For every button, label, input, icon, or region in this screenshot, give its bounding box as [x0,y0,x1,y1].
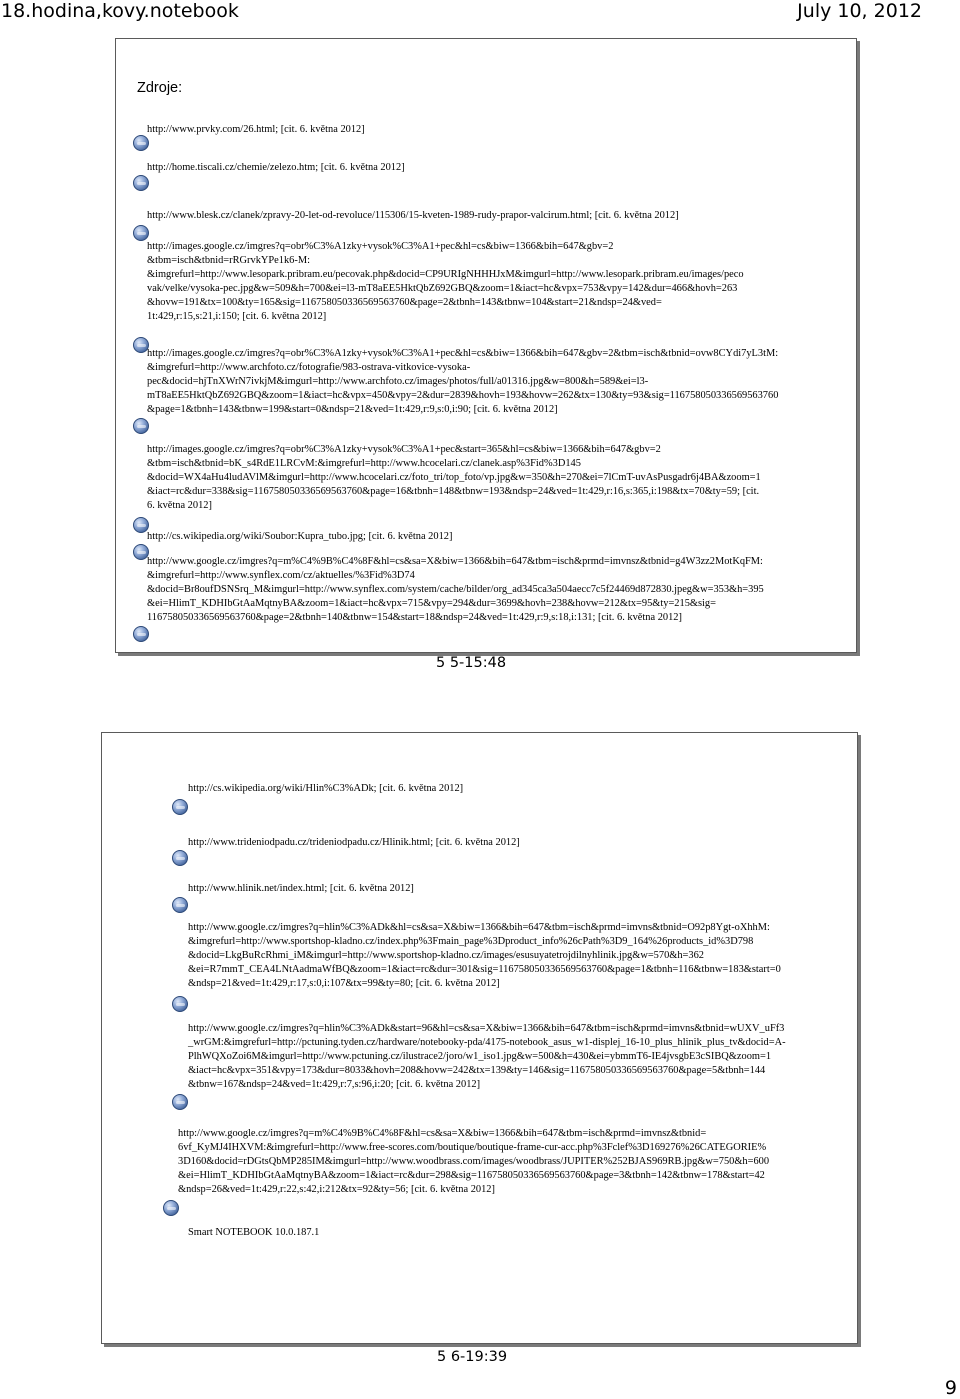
source-link[interactable]: http://www.trideniodpadu.cz/trideniodpadu.cz/Hlinik.html; [cit. 6. května 2012] [188,837,520,848]
globe-icon[interactable] [133,175,149,191]
notebook-title: 18.hodina,kovy.notebook [1,0,239,22]
globe-icon[interactable] [172,996,188,1012]
globe-icon[interactable] [133,418,149,434]
globe-icon[interactable] [133,225,149,241]
source-link[interactable]: http://images.google.cz/imgres?q=obr%C3%A1zky+vysok%C3%A1+pec&start=365&hl=cs&biw=1366&bih=647&gbv=2 &tbm=isch&tbnid=bK_s4RdE1LRCvM:&imgrefurl=http://www.hcocelari.cz/clanek.asp%3Fid%3D145 &docid=WX4aHu4ludAVlM&imgurl=http://www.hcocelari.cz/foto_tri/top_foto/vp.jpg&w=350&h=270&ei=7lCmT-uvAsPusgadr6j4BA&zoom=1 &iact=rc&dur=338&sig=116758050336569563760&page=16&tbnh=148&tbnw=193&ndsp=24&ved=1t:429,r:16,s:365,i:198&tx=70&ty=59; [cit. 6. května 2012] [147,444,761,512]
software-version: Smart NOTEBOOK 10.0.187.1 [188,1227,320,1238]
globe-icon[interactable] [163,1200,179,1216]
page-number: 9 [944,1377,957,1399]
source-link[interactable]: http://images.google.cz/imgres?q=obr%C3%A1zky+vysok%C3%A1+pec&hl=cs&biw=1366&bih=647&gbv=2 &tbm=isch&tbnid=rRGrvkYPe1k6-M: &imgrefurl=http://www.lesopark.pribram.eu/pecovak.php&docid=CP9URIgNHHHJxM&imgurl=http://www.lesopark.pribram.eu/images/peco vak/velke/vysoka-pec.jpg&w=509&h=700&ei=l3-mT8aEE5HktQbZ692GBQ&zoom=1&iact=hc&vpx=753&vpy=142&dur=466&hovh=263 &hovw=191&tx=100&ty=165&sig=116758050336569563760&page=2&tbnh=143&tbnw=104&start=21&ndsp=24&ved= 1t:429,r:15,s:21,i:150; [cit. 6. května 2012] [147,241,744,323]
globe-icon[interactable] [172,1094,188,1110]
slide-1 [115,38,857,653]
globe-icon[interactable] [172,897,188,913]
notebook-date: July 10, 2012 [797,0,922,22]
source-link[interactable]: http://www.blesk.cz/clanek/zpravy-20-let-od-revoluce/115306/15-kveten-1989-rudy-prapor-valcirum.html; [cit. 6. května 2012] [147,210,679,221]
source-link[interactable]: http://www.google.cz/imgres?q=m%C4%9B%C4%8F&hl=cs&sa=X&biw=1366&bih=647&tbm=isch&prmd=imvnsz&tbnid=g4W3zz2MotKqFM: &imgrefurl=http://www.synflex.com/cz/aktuelles/%3Fid%3D74 &docid=Br8oufDSNSrq_M&imgurl=http://www.synflex.com/system/cache/bilder/org_ad345ca3a504aecc7c5f24469d872830.jpeg&w=353&h=395 &ei=HlimT_KDHIbGtAaMqtnyBA&zoom=1&iact=hc&vpx=715&vpy=294&dur=3699&hovh=238&hovw=212&tx=95&ty=215&sig= 116758050336569563760&page=2&tbnh=140&tbnw=154&start=18&ndsp=24&ved=1t:429,r:9,s:18,i:131; [cit. 6. května 2012] [147,556,764,624]
source-link[interactable]: http://www.hlinik.net/index.html; [cit. 6. května 2012] [188,883,414,894]
source-link[interactable]: http://cs.wikipedia.org/wiki/Soubor:Kupra_tubo.jpg; [cit. 6. května 2012] [147,531,453,542]
slide-1-label: 5 5-15:48 [436,655,507,671]
source-link[interactable]: http://cs.wikipedia.org/wiki/Hlin%C3%ADk; [cit. 6. května 2012] [188,783,464,794]
source-link[interactable]: http://www.google.cz/imgres?q=m%C4%9B%C4%8F&hl=cs&sa=X&biw=1366&bih=647&tbm=isch&prmd=imvnsz&tbnid= 6vf_KyMJ4IHXVM:&imgrefurl=http://www.free-scores.com/boutique/boutique-frame-cur-acc.php%3Fclef%3D169276%26CATEGORIE% 3D160&docid=rDGtsQbMP285IM&imgurl=http://www.woodbrass.com/images/woodbrass/JUPITER%252BJAS969RB.jpg&w=750&h=600 &ei=HlimT_KDHIbGtAaMqtnyBA&zoom=1&iact=rc&dur=298&sig=116758050336569563760&page=3&tbnh=142&tbnw=178&start=42 &ndsp=26&ved=1t:429,r:22,s:42,i:212&tx=92&ty=56; [cit. 6. května 2012] [178,1128,770,1196]
source-link[interactable]: http://www.google.cz/imgres?q=hlin%C3%ADk&start=96&hl=cs&sa=X&biw=1366&bih=647&tbm=isch&prmd=imvns&tbnid=wUXV_uFf3 _wrGM:&imgrefurl=http://pctuning.tyden.cz/hardware/notebooky-pda/4175-notebook_asus_w1-displej_16-10_plus_hlinik_plus_tv&docid=A- PlhWQXoZoi6M&imgurl=http://www.pctuning.cz/ilustrace2/joro/w1_iso1.jpg&w=500&h=430&ei=ybmmT6-IE4jvsgbE3cSIBQ&zoom=1 &iact=hc&vpx=351&vpy=173&dur=8033&hovh=208&hovw=242&tx=139&ty=146&sig=116758050336569563760&page=5&tbnh=144 &tbnw=167&ndsp=24&ved=1t:429,r:7,s:96,i:20; [cit. 6. května 2012] [188,1023,786,1091]
globe-icon[interactable] [172,799,188,815]
sources-heading: Zdroje: [137,80,183,96]
slide-2 [101,732,858,1344]
source-link[interactable]: http://www.prvky.com/26.html; [cit. 6. května 2012] [147,124,365,135]
source-link[interactable]: http://images.google.cz/imgres?q=obr%C3%A1zky+vysok%C3%A1+pec&hl=cs&biw=1366&bih=647&gbv=2&tbm=isch&tbnid=ovw8CYdi7yL3tM: &imgrefurl=http://www.archfoto.cz/fotografie/983-ostrava-vitkovice-vysoka- pec&docid=hjTnXWrN7ivkjM&imgurl=http://www.archfoto.cz/images/photos/full/a01316.jpg&w=800&h=589&ei=l3- mT8aEE5HktQbZ692GBQ&zoom=1&iact=hc&vpx=450&vpy=2&dur=2839&hovh=193&hovw=262&tx=130&ty=93&sig=116758050336569563760 &page=1&tbnh=143&tbnw=199&start=0&ndsp=21&ved=1t:429,r:9,s:0,i:90; [cit. 6. května 2012] [147,348,779,416]
globe-icon[interactable] [133,135,149,151]
source-link[interactable]: http://home.tiscali.cz/chemie/zelezo.htm; [cit. 6. května 2012] [147,162,405,173]
globe-icon[interactable] [133,626,149,642]
source-link[interactable]: http://www.google.cz/imgres?q=hlin%C3%ADk&hl=cs&sa=X&biw=1366&bih=647&tbm=isch&prmd=imvns&tbnid=O92p8Ygt-oXhhM: &imgrefurl=http://www.sportshop-kladno.cz/index.php%3Fmain_page%3Dproduct_info%26cPath%3D9_164%26products_id%3D798 &docid=LkgBuRcRhmi_iM&imgurl=http://www.sportshop-kladno.cz/images/esusuyatetrojdilnyhlinik.jpg&w=570&h=362 &ei=R7mmT_CEA4LNtAadmaWfBQ&zoom=1&iact=rc&dur=301&sig=116758050336569563760&page=1&tbnh=116&tbnw=183&start=0 &ndsp=21&ved=1t:429,r:17,s:0,i:107&tx=99&ty=80; [cit. 6. května 2012] [188,922,781,990]
globe-icon[interactable] [172,850,188,866]
slide-2-label: 5 6-19:39 [437,1349,508,1365]
